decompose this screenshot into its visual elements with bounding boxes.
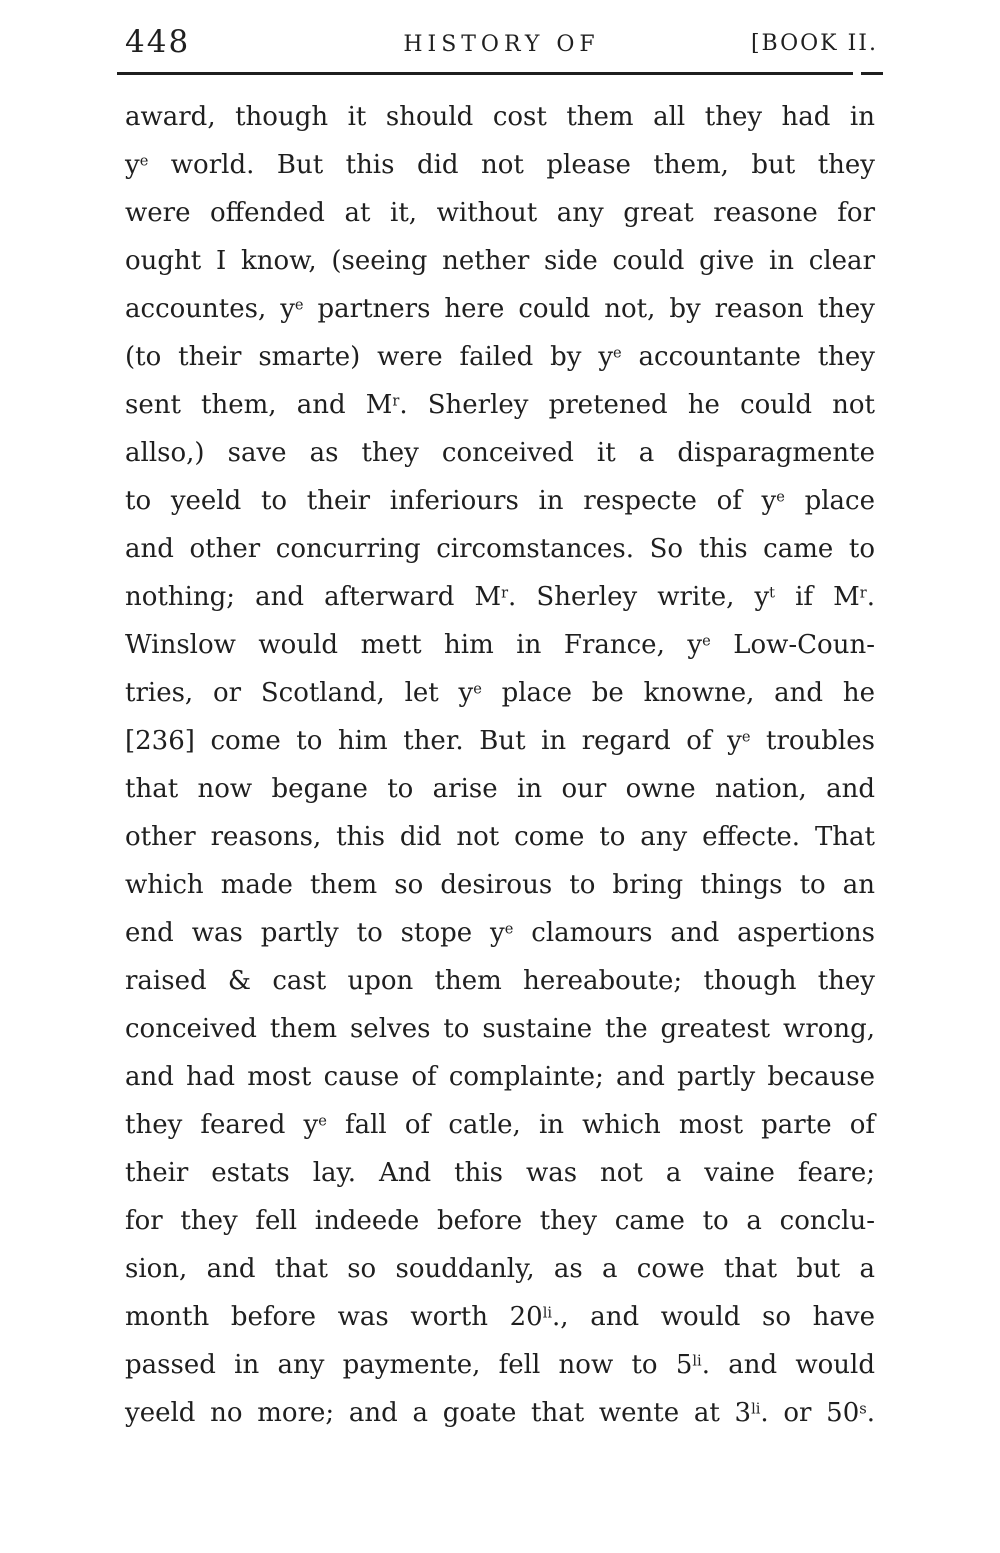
body-text-line [125, 957, 875, 1005]
superscript-abbreviation: e [504, 920, 514, 938]
text-segment: raised & cast upon them hereaboute; though they [125, 966, 875, 996]
text-segment: allso,) save as they conceived it a disparagmente [125, 438, 875, 468]
header-rule [117, 72, 853, 75]
text-segment: y [125, 150, 140, 180]
text-segment: and other concurring circomstances. So this came to [125, 534, 875, 564]
text-segment: they feared y [125, 1110, 319, 1140]
superscript-abbreviation: r [501, 584, 509, 602]
superscript-abbreviation: e [318, 1112, 327, 1130]
running-title: HISTORY OF [403, 32, 600, 57]
book-label: [BOOK II. [750, 31, 878, 56]
text-segment: troubles [750, 726, 875, 756]
superscript-abbreviation: e [702, 632, 711, 650]
text-segment: their estats lay. And this was not a vaine feare; [125, 1158, 875, 1188]
superscript-abbreviation: e [741, 728, 751, 746]
body-text [125, 93, 875, 1437]
text-segment: to yeeld to their inferiours in respecte of y [125, 486, 777, 516]
body-text-line [125, 285, 875, 333]
body-text-line [125, 525, 875, 573]
text-segment: passed in any paymente, fell now to 5 [125, 1350, 693, 1380]
text-segment: sent them, and M [125, 390, 393, 420]
text-segment: conceived them selves to sustaine the greatest wrong, [125, 1014, 875, 1044]
superscript-abbreviation: t [769, 584, 776, 602]
body-text-line [125, 1245, 875, 1293]
body-text-line [125, 573, 875, 621]
superscript-abbreviation: r [859, 584, 867, 602]
text-segment: ., and would so have [552, 1302, 875, 1332]
text-segment: partners here could not, by reason they [303, 294, 875, 324]
text-segment: that now begane to arise in our owne nation, and [125, 774, 875, 804]
body-text-line [125, 813, 875, 861]
body-text-line [125, 189, 875, 237]
body-text-line [125, 237, 875, 285]
page-header [125, 22, 878, 66]
body-text-line [125, 909, 875, 957]
text-segment: if M [775, 582, 860, 612]
text-segment: place be knowne, and he [481, 678, 875, 708]
text-segment: . Sherley pretened he could not [399, 390, 875, 420]
text-segment: . and would [701, 1350, 876, 1380]
text-segment: world. But this did not please them, but they [148, 150, 875, 180]
text-segment: Winslow would mett him in France, y [125, 630, 703, 660]
superscript-abbreviation: li [692, 1352, 702, 1370]
text-segment: end was partly to stope y [125, 918, 505, 948]
superscript-abbreviation: s [859, 1400, 867, 1418]
superscript-abbreviation: e [613, 344, 622, 362]
text-segment: (to their smarte) were failed by y [125, 342, 614, 372]
text-segment: . [866, 1398, 875, 1428]
superscript-abbreviation: e [776, 488, 785, 506]
body-text-line [125, 1101, 875, 1149]
text-segment: yeeld no more; and a goate that wente at 3 [125, 1398, 752, 1428]
text-segment: . or 50 [760, 1398, 860, 1428]
body-text-line [125, 1053, 875, 1101]
text-segment: which made them so desirous to bring things to an [125, 870, 875, 900]
text-segment: tries, or Scotland, let y [125, 678, 474, 708]
text-segment: . [866, 582, 876, 612]
body-text-line [125, 1197, 875, 1245]
text-segment: place [784, 486, 875, 516]
body-text-line [125, 717, 875, 765]
text-segment: award, though it should cost them all they had in [125, 102, 875, 132]
superscript-abbreviation: li [751, 1400, 761, 1418]
body-text-line [125, 429, 875, 477]
body-text-line [125, 861, 875, 909]
superscript-abbreviation: e [139, 152, 149, 170]
body-text-line [125, 669, 875, 717]
body-text-line [125, 381, 875, 429]
body-text-line [125, 93, 875, 141]
body-text-line [125, 333, 875, 381]
text-segment: sion, and that so souddanly, as a cowe that but a [125, 1254, 875, 1284]
text-segment: were offended at it, without any great reasone for [125, 198, 875, 228]
superscript-abbreviation: e [473, 680, 482, 698]
body-text-line [125, 477, 875, 525]
body-text-line [125, 765, 875, 813]
text-segment: and had most cause of complainte; and partly because [125, 1062, 875, 1092]
superscript-abbreviation: e [294, 296, 304, 314]
body-text-line [125, 1341, 875, 1389]
text-segment: accountante they [621, 342, 875, 372]
text-segment: accountes, y [125, 294, 295, 324]
page-number: 448 [125, 24, 191, 60]
body-text-line [125, 621, 875, 669]
header-rule-dash [861, 72, 883, 75]
body-text-line [125, 1149, 875, 1197]
text-segment: for they fell indeede before they came to a conclu- [125, 1206, 875, 1236]
text-segment: ought I know, (seeing nether side could give in clear [125, 246, 875, 276]
text-segment: fall of catle, in which most parte of [326, 1110, 875, 1140]
body-text-line [125, 1293, 875, 1341]
text-segment: clamours and aspertions [513, 918, 875, 948]
text-segment: month before was worth 20 [125, 1302, 543, 1332]
text-segment: other reasons, this did not come to any effecte. That [125, 822, 875, 852]
text-segment: [236] come to him ther. But in regard of y [125, 726, 742, 756]
text-segment: Low-Coun- [710, 630, 875, 660]
text-segment: nothing; and afterward M [125, 582, 502, 612]
superscript-abbreviation: r [392, 392, 400, 410]
body-text-line [125, 141, 875, 189]
text-segment: . Sherley write, y [508, 582, 770, 612]
body-text-line [125, 1005, 875, 1053]
superscript-abbreviation: li [542, 1304, 553, 1322]
body-text-line [125, 1389, 875, 1437]
